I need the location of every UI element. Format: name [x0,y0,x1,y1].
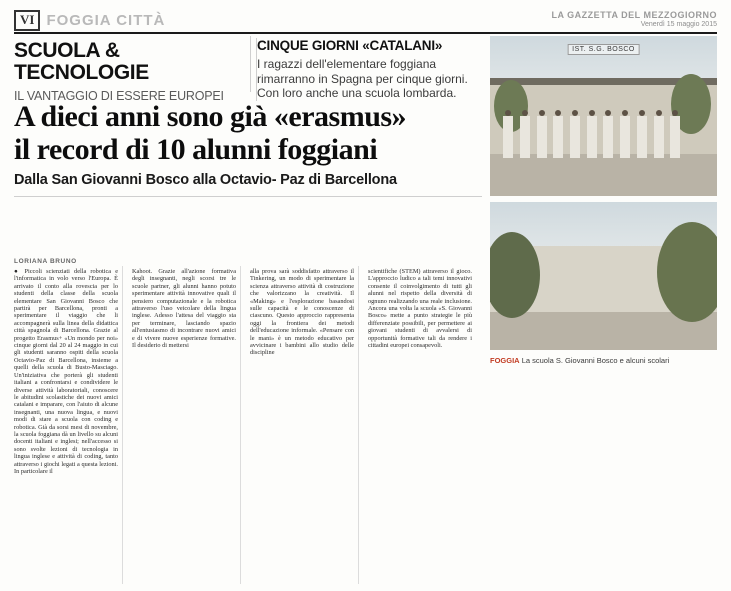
page-number: VI [14,10,40,31]
kicker-subtitle: IL VANTAGGIO DI ESSERE EUROPEI [14,89,224,103]
article-column-3: alla prova sarà soddisfatto attraverso il Tinkering, un modo di sperimentare la scienza attraverso attività di costruzione che valorizzano la creatività. Il «Making» e l'esplorazione basandosi sulle capacità e le conoscenze di ciascuno. Questo approccio rappresenta oggi la frontiera dei metodi dell'educazione informale. «Pensare con le mani» è un metodo educativo per avvicinare i bambini allo studio delle discipline [250,268,354,357]
article-body [14,268,476,584]
headline-line-1: A dieci anni sono già «erasmus» [14,100,407,133]
vertical-divider-top [250,36,251,92]
headline-line-2: il record di 10 alunni foggiani [14,133,378,166]
byline: LORIANA BRUNO [14,258,77,265]
issue-date: Venerdì 15 maggio 2015 [640,21,717,28]
newspaper-logo: LA GAZZETTA DEL MEZZOGIORNO [551,10,717,20]
article-column-4: scientifiche (STEM) attraverso il gioco. L'approccio ludico a tali temi innovativi consente il coinvolgimento di tutti gli alunni nel rispetto della diversità di ognuno realizzando una reale inclusione. Ancora una volta la scuola «S. Giovanni Bosco» mette a punto strategie le più differenziate possibili, per permettere ai giovani studenti di avvalersi di opportunità formative tali da rendere i cittadini europei consapevoli. [368,268,472,350]
subheadline: Dalla San Giovanni Bosco alla Octavio- Paz di Barcellona [14,172,397,188]
article-column-2: Kahoot. Grazie all'azione formativa degli insegnanti, negli scorsi tre le scuole partner, gli alunni hanno potuto sperimentare attività innovative quali il pensiero computazionale e la robotica attraverso l'uso veicolare della lingua inglese. Adesso l'attesa del viaggio sta per terminare, lasciando spazio all'entusiasmo di incontrare nuovi amici e di vivere nuove esperienze formative. Il desiderio di mettersi [132,268,236,350]
photo-school-top [490,36,717,196]
headline [14,100,482,166]
kicker-title: SCUOLA & TECNOLOGIE [14,39,149,84]
masthead [14,10,717,34]
photo-school-sign: IST. S.G. BOSCO [567,44,640,55]
caption-location: FOGGIA [490,356,520,365]
photo-ground [490,154,717,196]
article-column-1: ● Piccoli scienziati della robotica e l'informatica in volo verso l'Europa. È arrivato il conto alla rovescia per lo studenti della classe della scuola elementare San Giovanni Bosco che partirà per Barcellona, pronti a sperimentare il viaggio che li accompagnerà sulla linea della didattica città spagnola di Barcellona. Grazie al progetto Erasmus+ «Un mondo per noi» cinque giorni dal 20 al 24 maggio in cui gli studenti saranno ospiti della scuola Octavio-Paz di Barcellona, insieme a quelli della scuola di Busto-Masciago. Un'iniziativa che porterà gli studenti italiani a confrontarsi e condividere le diverse attività laboratoriali, conoscere le abitudini scolastiche dei nuovi amici catalani e imparare, con l'aiuto di alcune insegnanti, una nuova lingua, e nuovi modi di stare a scuola con coding e robotica. Già da sorsi mesi di novembre, la scuola foggiana dà un livello su alcuni docenti italiani e inglesi; nell'accesso si sono svolte lezioni di tecnologia in lingua inglese e attività di coding, tanto attraverso i giochi legati a questa lezioni. In particolare il [14,268,118,475]
teaser-title: CINQUE GIORNI «CATALANI» [257,38,443,53]
headline-rule [14,196,482,197]
teaser-body: I ragazzi dell'elementare foggiana rimarranno in Spagna per cinque giorni. Con loro anche una scuola lombarda. [257,57,468,100]
masthead-right [552,10,718,28]
masthead-left [14,10,165,31]
photo-caption [490,356,717,366]
caption-text: La scuola S. Giovanni Bosco e alcuni scolari [521,356,670,365]
students-group [499,110,708,158]
photo-school-bottom [490,202,717,350]
section-title: FOGGIA CITTÀ [46,12,166,29]
sidebar-teaser [256,38,473,101]
kicker-block [14,40,246,103]
